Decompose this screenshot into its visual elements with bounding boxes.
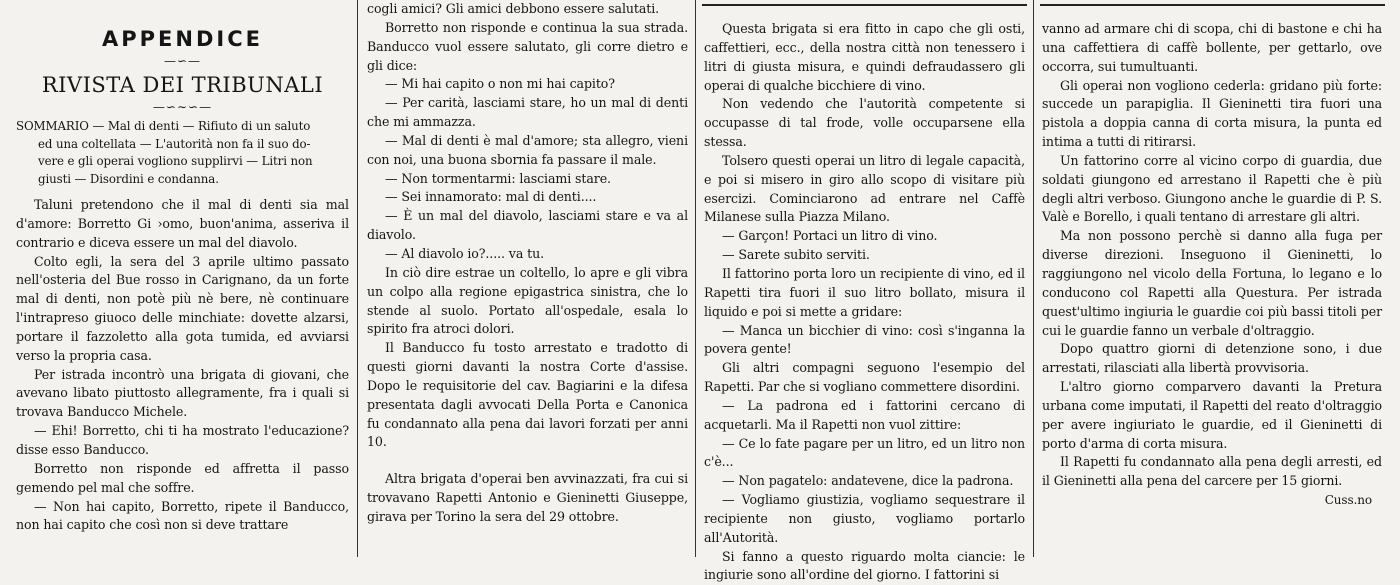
summary-line: giusti — Disordini e condanna.: [38, 171, 219, 186]
paragraph: — Manca un bicchier di vino: così s'inganna la povera gente!: [704, 322, 1025, 357]
paragraph: — Per carità, lasciami stare, ho un mal di denti che mi ammazza.: [367, 95, 688, 130]
summary: [16, 118, 349, 188]
paragraph: Per istrada incontrò una brigata di giovani, che avevano libato piuttosto allegramente, fra i quali si trovava Banducco Michele.: [16, 366, 349, 420]
paragraph: — Mi hai capito o non mi hai capito?: [385, 76, 615, 92]
section-title: RIVISTA DEI TRIBUNALI: [41, 73, 324, 97]
paragraph: Gli operai non vogliono cederla: gridano più forte: succede un parapiglia. Il Gieninetti tira fuori una pistola a doppia canna di corta misura, la punta ed intima a tutti di ritirarsi.: [1042, 77, 1382, 150]
paragraph: — Mal di denti è mal d'amore; sta allegro, vieni con noi, una buona sbornia fa passare il male.: [367, 132, 688, 167]
column-divider: [357, 0, 358, 557]
author-signature: Cuss.no: [1324, 493, 1372, 508]
paragraph: — Garçon! Portaci un litro di vino.: [722, 228, 938, 244]
ornament-divider: —∽—: [163, 54, 202, 68]
paragraph: Taluni pretendono che il mal di denti sia mal d'amore: Borretto Gi ›omo, buon'anima, asseriva il contrario e diceva essere un mal del diavolo.: [16, 197, 349, 250]
paragraph: Tolsero questi operai un litro di legale capacità, e poi si misero in giro allo scopo di visitare più esercizi. Cominciarono ad entrare nel Caffè Milanese sulla Piazza Milano.: [704, 152, 1025, 225]
paragraph: — Non tormentarmi: lasciami stare.: [385, 170, 611, 186]
paragraph: — Non hai capito, Borretto, ripete il Banducco, non hai capito che così non si deve trattare: [16, 498, 349, 533]
column-2: [361, 0, 694, 557]
paragraph: vanno ad armare chi di scopa, chi di bastone e chi ha una caffettiera di caffè bollente, per gettarlo, ove occorra, sui tumultuanti.: [1042, 21, 1382, 74]
appendice-heading: APPENDICE: [102, 27, 263, 51]
column-3: [698, 0, 1031, 583]
paragraph: Colto egli, la sera del 3 aprile ultimo passato nell'osteria del Bue rosso in Carignano, da un forte mal di denti, non potè più nè bere, nè continuare l'intrapreso giuoco delle minchiate: dovette alzarsi, portare il fazzoletto alla gota tumida, ed avviarsi verso la propria casa.: [16, 253, 349, 363]
column-1: [10, 0, 355, 557]
paragraph: — Non pagatelo: andatevene, dice la padrona.: [722, 473, 1014, 489]
paragraph: Il Banducco fu tosto arrestato e tradotto di questi giorni davanti la nostra Corte d'assise. Dopo le requisitorie del cav. Bagiarini e la difesa presentata dagli avvocati Della Porta e Canonica fu condannato alla pena dai lavori forzati per anni 10.: [367, 340, 688, 450]
paragraph: — La padrona ed i fattorini cercano di acquetarli. Ma il Rapetti non vuol zittire:: [704, 397, 1025, 432]
paragraph: Un fattorino corre al vicino corpo di guardia, due soldati giungono ed arrestano il Rapetti che è più degli altri verboso. Giungono anche le guardie di P. S. Valè e Borello, i quali tentano di arrestare gli altri.: [1042, 152, 1382, 225]
paragraph: — Sarete subito serviti.: [722, 247, 870, 263]
paragraph: Questa brigata si era fitto in capo che gli osti, caffettieri, ecc., della nostra città non tenessero i litri di giusta misura, e quindi defraudassero gli operai di qualche bicchiere di vino.: [704, 21, 1025, 93]
ornament-divider: —∽∼∽—: [152, 100, 213, 114]
paragraph: — Al diavolo io?..... va tu.: [385, 245, 545, 261]
paragraph: Borretto non risponde ed affretta il passo gemendo pel mal che soffre.: [16, 460, 349, 495]
paragraph: — Sei innamorato: mal di denti....: [385, 189, 597, 205]
paragraph: Non vedendo che l'autorità competente si occupasse di tal frode, volle occuparsene ella stessa.: [704, 96, 1025, 150]
paragraph: In ciò dire estrae un coltello, lo apre e gli vibra un colpo alla regione epigastrica sinistra, che lo stende al suolo. Portato all'ospedale, esala lo spirito fra atroci dolori.: [367, 264, 688, 337]
paragraph: Dopo quattro giorni di detenzione sono, i due arrestati, rilasciati alla libertà provvisoria.: [1042, 341, 1382, 376]
paragraph: — Ce lo fate pagare per un litro, ed un litro non c'è...: [704, 435, 1025, 470]
paragraph: — Ehi! Borretto, chi ti ha mostrato l'educazione? disse esso Banducco.: [16, 423, 349, 457]
column-4: [1036, 0, 1388, 557]
paragraph: — È un mal del diavolo, lasciami stare e va al diavolo.: [367, 208, 688, 243]
column-divider: [1033, 0, 1034, 557]
paragraph: Si fanno a questo riguardo molta ciancie: le ingiurie sono all'ordine del giorno. I fattorini si: [704, 548, 1025, 583]
paragraph: Il Rapetti fu condannato alla pena degli arresti, ed il Gieninetti alla pena del carcere per 15 giorni.: [1042, 454, 1382, 489]
summary-line: vere e gli operai vogliono supplirvi — Litri non: [38, 154, 313, 168]
paragraph: Borretto non risponde e continua la sua strada. Banducco vuol essere salutato, gli corre dietro e gli dice:: [367, 19, 688, 73]
summary-line: ed una coltellata — L'autorità non fa il suo do-: [38, 136, 311, 151]
summary-line: SOMMARIO — Mal di denti — Rifiuto di un saluto: [16, 119, 311, 133]
paragraph: cogli amici? Gli amici debbono essere salutati.: [367, 1, 660, 16]
paragraph: — Vogliamo giustizia, vogliamo sequestrare il recipiente non giusto, vogliamo portarlo all'Autorità.: [704, 492, 1025, 545]
paragraph: Il fattorino porta loro un recipiente di vino, ed il Rapetti tira fuori il suo litro bollato, misura il liquido e poi si mette a gridare:: [704, 265, 1025, 319]
column-divider: [695, 0, 696, 557]
paragraph: L'altro giorno comparvero davanti la Pretura urbana come imputati, il Rapetti del reato d'oltraggio per avere ingiuriato le guardie, ed il Gieninetti di porto d'arma di corta misura.: [1042, 379, 1382, 451]
paragraph: Altra brigata d'operai ben avvinazzati, fra cui si trovavano Rapetti Antonio e Gieninetti Giuseppe, girava per Torino la sera del 29 ottobre.: [367, 471, 688, 524]
paragraph: Gli altri compagni seguono l'esempio del Rapetti. Par che si vogliano commettere disordini.: [704, 360, 1025, 395]
paragraph: Ma non possono perchè si danno alla fuga per diverse direzioni. Inseguono il Gieninetti, lo raggiungono nel vicolo della Fortuna, lo legano e lo conducono col Rapetti alla Questura. Per istrada quest'ultimo ingiuria le guardie coi più bassi titoli per cui le guardie fanno un verbale d'oltraggio.: [1042, 228, 1382, 338]
